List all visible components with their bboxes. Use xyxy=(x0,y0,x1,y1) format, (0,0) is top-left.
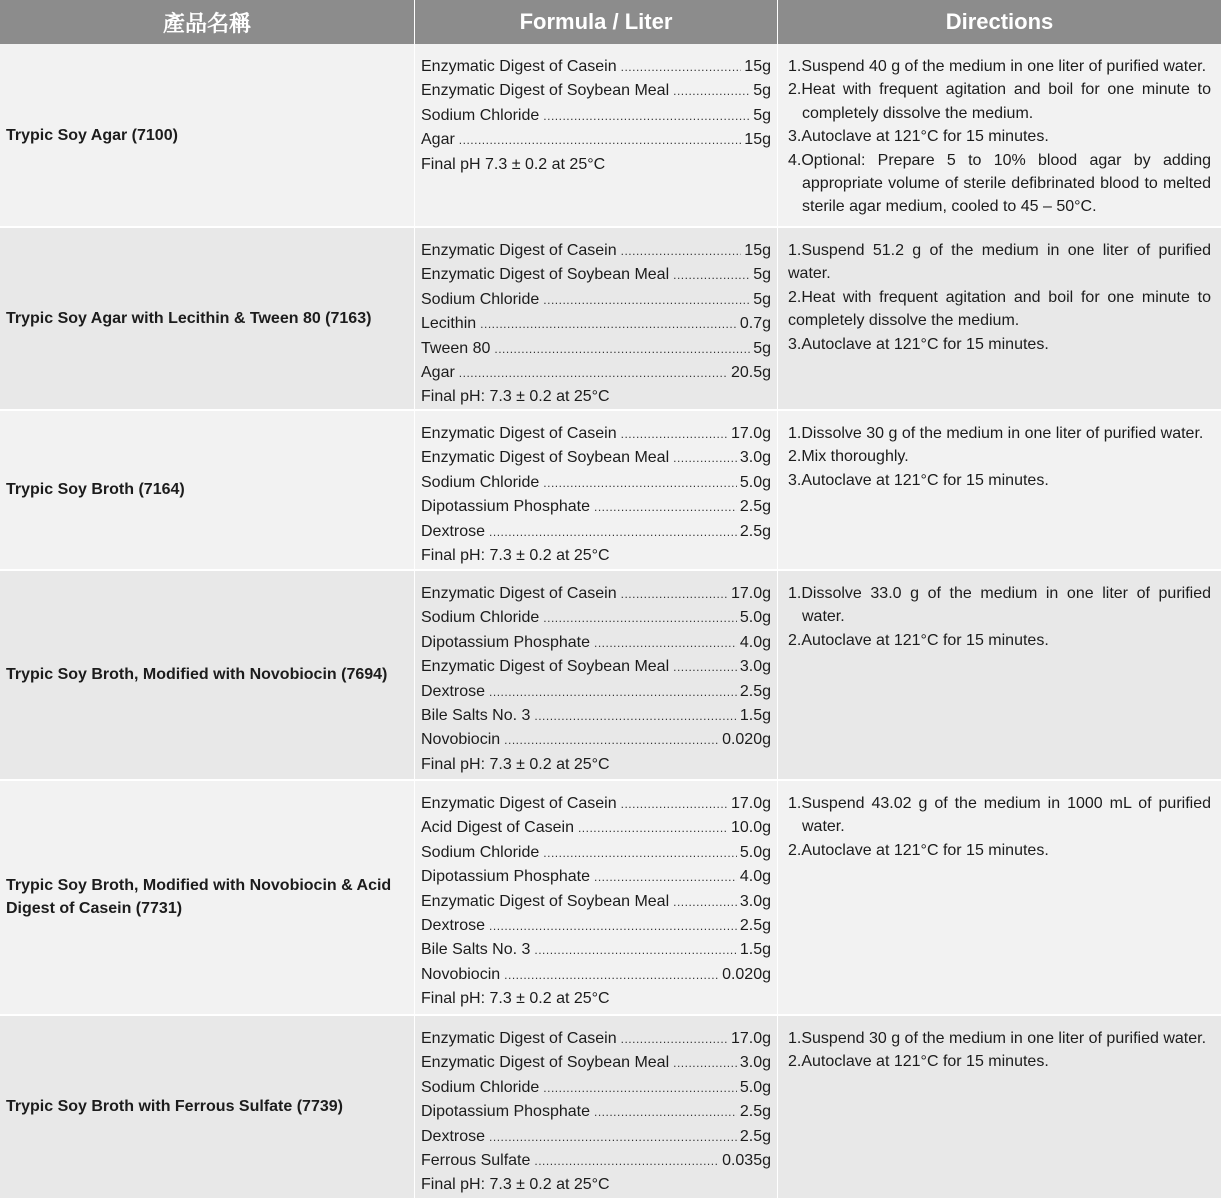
formula-ingredient xyxy=(415,263,777,287)
formula-ingredient xyxy=(415,606,777,630)
dot-leader xyxy=(459,129,742,152)
direction-step: 1.Suspend 30 g of the medium in one liter of purified water. xyxy=(788,1029,1207,1047)
ingredient-amount: 3.0g xyxy=(739,658,771,676)
product-name: Trypic Soy Broth, Modified with Novobiocin (7694) xyxy=(0,571,415,781)
ingredient-amount: 5g xyxy=(753,266,771,284)
formula-ingredient xyxy=(415,680,777,704)
table-row xyxy=(0,411,1221,571)
product-name: Trypic Soy Agar (7100) xyxy=(0,44,415,228)
dot-leader xyxy=(494,338,750,361)
ingredient-amount: 5.0g xyxy=(739,609,771,627)
formula-ingredient xyxy=(415,792,777,816)
formula-cell xyxy=(415,411,778,571)
dot-leader xyxy=(673,447,737,470)
ingredient-amount: 4.0g xyxy=(739,868,771,886)
dot-leader xyxy=(459,362,728,385)
formula-ingredient xyxy=(415,938,777,962)
formula-ingredient xyxy=(415,963,777,987)
ingredient-name: Enzymatic Digest of Soybean Meal xyxy=(421,658,670,676)
dot-leader xyxy=(621,56,742,79)
ingredient-amount: 0.035g xyxy=(722,1151,771,1169)
final-ph: Final pH 7.3 ± 0.2 at 25°C xyxy=(421,155,606,173)
ingredient-name: Sodium Chloride xyxy=(421,1078,540,1096)
dot-leader xyxy=(594,1101,737,1124)
ingredient-name: Dipotassium Phosphate xyxy=(421,498,590,516)
formula-ingredient xyxy=(415,55,777,79)
directions-cell xyxy=(778,1016,1221,1200)
ingredient-name: Ferrous Sulfate xyxy=(421,1151,531,1169)
ingredient-amount: 0.020g xyxy=(722,731,771,749)
formula-cell xyxy=(415,571,778,781)
ingredient-name: Enzymatic Digest of Casein xyxy=(421,1029,617,1047)
ingredient-amount: 5g xyxy=(753,82,771,100)
formula-ingredient xyxy=(415,631,777,655)
table-row xyxy=(0,44,1221,228)
formula-ingredient xyxy=(415,1100,777,1124)
direction-step: 2.Mix thoroughly. xyxy=(788,448,909,466)
ingredient-amount: 2.5g xyxy=(739,1103,771,1121)
ingredient-name: Bile Salts No. 3 xyxy=(421,941,531,959)
ingredient-amount: 5g xyxy=(753,106,771,124)
direction-step: 2.Autoclave at 121°C for 15 minutes. xyxy=(788,1053,1049,1071)
dot-leader xyxy=(489,915,737,938)
final-ph: Final pH: 7.3 ± 0.2 at 25°C xyxy=(421,755,610,773)
formula-cell xyxy=(415,44,778,228)
table-row xyxy=(0,781,1221,1016)
ingredient-amount: 2.5g xyxy=(739,1127,771,1145)
table-row xyxy=(0,228,1221,411)
dot-leader xyxy=(534,1150,719,1173)
formula-ingredient xyxy=(415,361,777,385)
dot-leader xyxy=(543,1077,737,1100)
ingredient-name: Enzymatic Digest of Casein xyxy=(421,58,617,75)
ingredient-amount: 2.5g xyxy=(739,498,771,516)
formula-ingredient xyxy=(415,816,777,840)
ingredient-amount: 3.0g xyxy=(739,892,771,910)
ingredient-amount: 5.0g xyxy=(739,1078,771,1096)
dot-leader xyxy=(594,866,737,889)
formula-cell xyxy=(415,228,778,411)
ingredient-amount: 3.0g xyxy=(739,1054,771,1072)
ingredient-name: Dextrose xyxy=(421,916,486,934)
dot-leader xyxy=(480,313,737,336)
formula-ingredient xyxy=(415,471,777,495)
ingredient-amount: 2.5g xyxy=(739,522,771,540)
header-directions: Directions xyxy=(778,0,1221,44)
ingredient-name: Enzymatic Digest of Soybean Meal xyxy=(421,82,670,100)
direction-step: 2.Heat with frequent agitation and boil for one minute to completely dissolve the medium. xyxy=(788,81,1211,122)
ingredient-amount: 17.0g xyxy=(730,584,771,602)
ingredient-amount: 2.5g xyxy=(739,916,771,934)
ingredient-name: Agar xyxy=(421,131,455,149)
dot-leader xyxy=(489,681,737,704)
dot-leader xyxy=(543,105,750,128)
ingredient-name: Agar xyxy=(421,364,455,382)
product-name: Trypic Soy Broth, Modified with Novobiocin & Acid Digest of Casein (7731) xyxy=(0,781,415,1016)
ingredient-name: Dextrose xyxy=(421,682,486,700)
formula-ingredient xyxy=(415,495,777,519)
dot-leader xyxy=(543,842,737,865)
formula-ingredient xyxy=(415,520,777,544)
table-row xyxy=(0,1016,1221,1200)
header-formula: Formula / Liter xyxy=(415,0,778,44)
table-body xyxy=(0,44,1221,1200)
formula-ingredient xyxy=(415,728,777,752)
ingredient-name: Enzymatic Digest of Casein xyxy=(421,584,617,602)
formula-ingredient xyxy=(415,312,777,336)
directions-cell xyxy=(778,571,1221,781)
direction-step: 2.Heat with frequent agitation and boil for one minute to completely dissolve the medium. xyxy=(788,288,1211,330)
ingredient-amount: 1.5g xyxy=(739,706,771,724)
formula-ingredient xyxy=(415,1051,777,1075)
dot-leader xyxy=(578,817,728,840)
formula-cell xyxy=(415,1016,778,1200)
dot-leader xyxy=(621,240,742,263)
formula-ingredient xyxy=(415,655,777,679)
direction-step: 2.Autoclave at 121°C for 15 minutes. xyxy=(788,841,1049,859)
ingredient-amount: 17.0g xyxy=(730,794,771,812)
ingredient-amount: 2.5g xyxy=(739,682,771,700)
direction-step: 3.Autoclave at 121°C for 15 minutes. xyxy=(788,128,1049,146)
dot-leader xyxy=(543,472,737,495)
final-ph: Final pH: 7.3 ± 0.2 at 25°C xyxy=(421,1176,610,1194)
dot-leader xyxy=(621,1028,728,1051)
product-name: Trypic Soy Broth (7164) xyxy=(0,411,415,571)
ingredient-name: Enzymatic Digest of Casein xyxy=(421,424,617,442)
formula-ingredient xyxy=(415,1125,777,1149)
direction-step: 1.Suspend 51.2 g of the medium in one liter of purified water. xyxy=(788,242,1211,283)
ingredient-amount: 15g xyxy=(744,242,771,260)
ingredient-name: Dipotassium Phosphate xyxy=(421,1103,590,1121)
directions-cell xyxy=(778,44,1221,228)
formula-ingredient xyxy=(415,914,777,938)
header-product: 產品名稱 xyxy=(0,0,415,44)
dot-leader xyxy=(489,521,737,544)
ingredient-amount: 0.7g xyxy=(739,315,771,333)
ingredient-name: Tween 80 xyxy=(421,339,491,357)
ingredient-name: Sodium Chloride xyxy=(421,106,540,124)
directions-cell xyxy=(778,228,1221,411)
direction-step: 4.Optional: Prepare 5 to 10% blood agar by adding appropriate volume of sterile defibrinated blood to melted sterile agar medium, cooled to 45 – 50°C. xyxy=(788,151,1211,216)
formula-ingredient xyxy=(415,128,777,152)
final-ph: Final pH: 7.3 ± 0.2 at 25°C xyxy=(421,546,610,564)
ingredient-amount: 5.0g xyxy=(739,473,771,491)
ingredient-name: Dipotassium Phosphate xyxy=(421,868,590,886)
dot-leader xyxy=(673,80,750,103)
direction-step: 1.Suspend 43.02 g of the medium in 1000 mL of purified water. xyxy=(788,794,1211,836)
formula-ingredient xyxy=(415,865,777,889)
ingredient-amount: 4.0g xyxy=(739,633,771,651)
ingredient-amount: 10.0g xyxy=(730,819,771,837)
ingredient-name: Novobiocin xyxy=(421,731,501,749)
dot-leader xyxy=(543,607,737,630)
ingredient-name: Dipotassium Phosphate xyxy=(421,633,590,651)
formula-ingredient xyxy=(415,1027,777,1051)
formula-ingredient xyxy=(415,104,777,128)
ingredient-amount: 17.0g xyxy=(730,1029,771,1047)
formula-ingredient xyxy=(415,239,777,263)
ingredient-name: Enzymatic Digest of Soybean Meal xyxy=(421,449,670,467)
dot-leader xyxy=(621,423,728,446)
ingredient-name: Enzymatic Digest of Soybean Meal xyxy=(421,266,670,284)
ingredient-name: Sodium Chloride xyxy=(421,290,540,308)
ingredient-name: Sodium Chloride xyxy=(421,843,540,861)
formula-cell xyxy=(415,781,778,1016)
dot-leader xyxy=(621,583,728,606)
formula-ingredient xyxy=(415,1076,777,1100)
formula-ingredient xyxy=(415,1149,777,1173)
ingredient-name: Enzymatic Digest of Casein xyxy=(421,242,617,260)
ingredient-amount: 5.0g xyxy=(739,843,771,861)
ingredient-name: Lecithin xyxy=(421,315,477,333)
ingredient-amount: 15g xyxy=(744,131,771,149)
direction-step: 1.Suspend 40 g of the medium in one liter of purified water. xyxy=(788,58,1207,75)
direction-step: 1.Dissolve 33.0 g of the medium in one liter of purified water. xyxy=(788,584,1211,626)
direction-step: 1.Dissolve 30 g of the medium in one liter of purified water. xyxy=(788,424,1204,442)
ingredient-amount: 5g xyxy=(753,339,771,357)
ingredient-name: Enzymatic Digest of Soybean Meal xyxy=(421,1054,670,1072)
directions-cell xyxy=(778,411,1221,571)
ingredient-name: Bile Salts No. 3 xyxy=(421,706,531,724)
table-row xyxy=(0,571,1221,781)
dot-leader xyxy=(489,1126,737,1149)
dot-leader xyxy=(673,264,750,287)
ingredient-name: Sodium Chloride xyxy=(421,473,540,491)
formula-ingredient xyxy=(415,422,777,446)
ingredient-amount: 15g xyxy=(744,58,771,75)
dot-leader xyxy=(594,496,737,519)
ingredient-name: Sodium Chloride xyxy=(421,609,540,627)
direction-step: 3.Autoclave at 121°C for 15 minutes. xyxy=(788,471,1049,489)
dot-leader xyxy=(534,939,736,962)
formula-ingredient xyxy=(415,337,777,361)
formula-ingredient xyxy=(415,288,777,312)
ingredient-name: Dextrose xyxy=(421,1127,486,1145)
dot-leader xyxy=(673,891,737,914)
ingredient-name: Enzymatic Digest of Casein xyxy=(421,794,617,812)
formula-ingredient xyxy=(415,890,777,914)
product-name: Trypic Soy Broth with Ferrous Sulfate (7739) xyxy=(0,1016,415,1200)
ingredient-amount: 0.020g xyxy=(722,965,771,983)
formula-ingredient xyxy=(415,582,777,606)
dot-leader xyxy=(594,632,737,655)
header-row xyxy=(0,0,1221,44)
formula-ingredient xyxy=(415,79,777,103)
dot-leader xyxy=(673,656,737,679)
dot-leader xyxy=(543,289,750,312)
direction-step: 3.Autoclave at 121°C for 15 minutes. xyxy=(788,335,1049,353)
formula-ingredient xyxy=(415,704,777,728)
ingredient-amount: 5g xyxy=(753,290,771,308)
ingredient-name: Novobiocin xyxy=(421,965,501,983)
final-ph: Final pH: 7.3 ± 0.2 at 25°C xyxy=(421,388,610,406)
formula-ingredient xyxy=(415,841,777,865)
ingredient-amount: 20.5g xyxy=(730,364,771,382)
dot-leader xyxy=(621,793,728,816)
ingredient-name: Enzymatic Digest of Soybean Meal xyxy=(421,892,670,910)
directions-cell xyxy=(778,781,1221,1016)
dot-leader xyxy=(504,964,719,987)
product-name: Trypic Soy Agar with Lecithin & Tween 80 (7163) xyxy=(0,228,415,411)
ingredient-amount: 17.0g xyxy=(730,424,771,442)
direction-step: 2.Autoclave at 121°C for 15 minutes. xyxy=(788,631,1049,649)
dot-leader xyxy=(673,1052,737,1075)
ingredient-name: Acid Digest of Casein xyxy=(421,819,574,837)
final-ph: Final pH: 7.3 ± 0.2 at 25°C xyxy=(421,990,610,1008)
ingredient-amount: 3.0g xyxy=(739,449,771,467)
ingredient-amount: 1.5g xyxy=(739,941,771,959)
dot-leader xyxy=(534,705,736,728)
ingredient-name: Dextrose xyxy=(421,522,486,540)
dot-leader xyxy=(504,729,719,752)
formula-ingredient xyxy=(415,446,777,470)
